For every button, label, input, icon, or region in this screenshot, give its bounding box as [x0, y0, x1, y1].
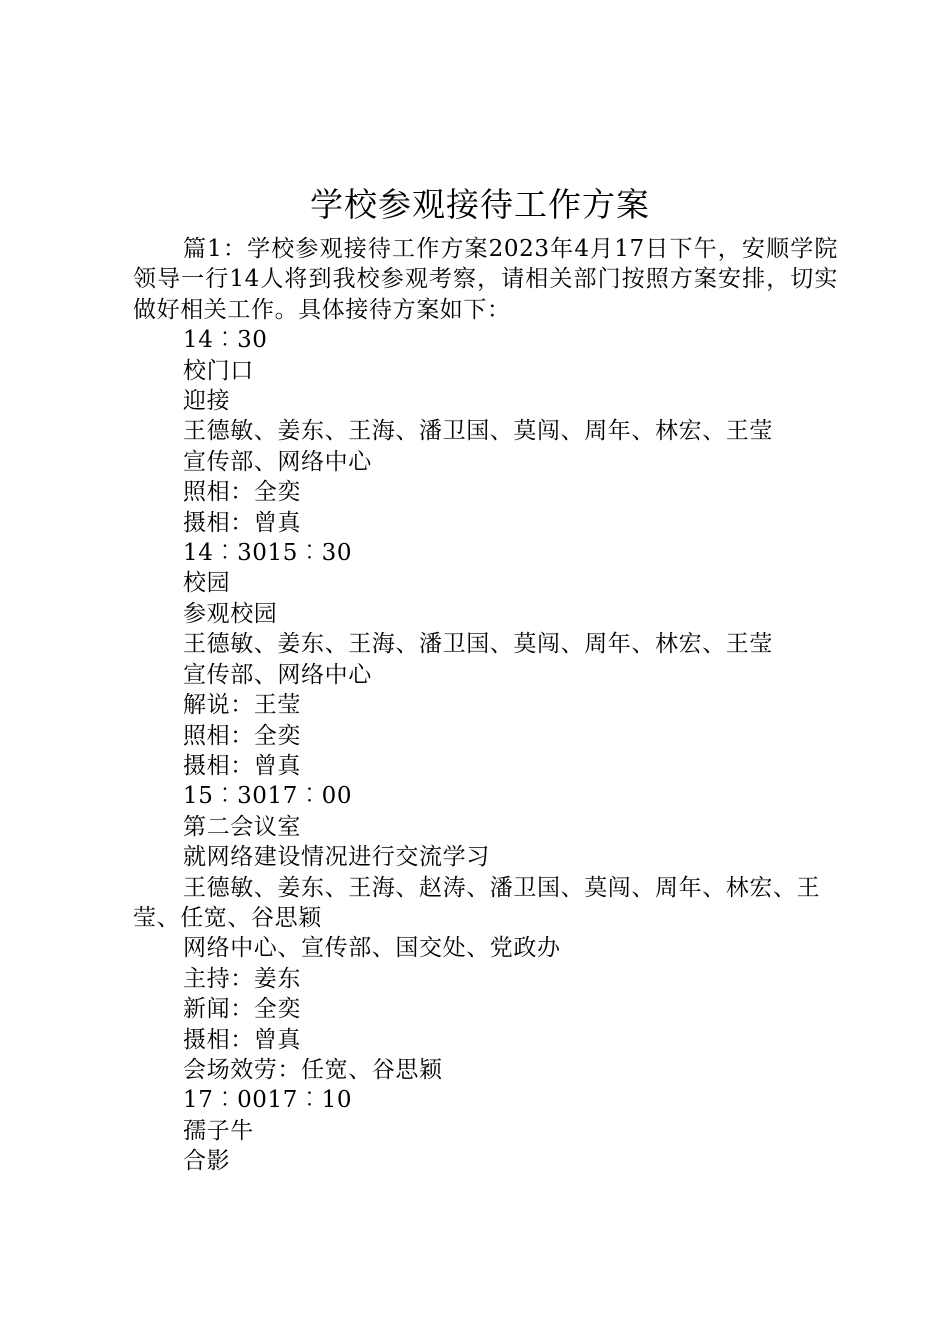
schedule-line: 第二会议室	[183, 813, 301, 840]
schedule-line: 主持：姜东	[183, 965, 301, 992]
schedule-line: 新闻：全奕	[183, 996, 301, 1023]
schedule-line: 摄相：曾真	[183, 1026, 301, 1053]
schedule-line: 王德敏、姜东、王海、潘卫国、莫闯、周年、林宏、王莹	[183, 631, 773, 658]
schedule-line: 摄相：曾真	[183, 509, 301, 536]
schedule-line: 校园	[183, 570, 231, 597]
schedule-line: 17︰0017︰10	[183, 1087, 353, 1114]
schedule-line: 15︰3017︰00	[183, 783, 353, 810]
schedule-line: 合影	[183, 1148, 231, 1175]
attendee-list: 王德敏、姜东、王海、赵涛、潘卫国、莫闯、周年、林宏、王莹、任宽、谷思颖	[133, 874, 821, 931]
schedule-line: 照相：全奕	[183, 722, 301, 749]
schedule-line: 王德敏、姜东、王海、潘卫国、莫闯、周年、林宏、王莹	[183, 418, 773, 445]
schedule-line: 网络中心、宣传部、国交处、党政办	[183, 935, 561, 962]
schedule-line: 孺子牛	[183, 1117, 254, 1144]
schedule-line: 14︰30	[183, 327, 268, 354]
schedule-line: 14︰3015︰30	[183, 540, 353, 567]
document-title: 学校参观接待工作方案	[310, 185, 650, 224]
schedule-line: 摄相：曾真	[183, 752, 301, 779]
schedule-line: 就网络建设情况进行交流学习	[183, 844, 490, 871]
schedule-line: 校门口	[183, 357, 254, 384]
schedule-line: 迎接	[183, 388, 231, 415]
intro-paragraph: 篇1：学校参观接待工作方案2023年4月17日下午，安顺学院领导一行14人将到我校参观考察，请相关部门按照方案安排，切实做好相关工作。具体接待方案如下：	[133, 236, 838, 323]
schedule-line: 参观校园	[183, 600, 278, 627]
schedule-line: 照相：全奕	[183, 479, 301, 506]
schedule-line: 解说：王莹	[183, 692, 301, 719]
schedule-line: 宣传部、网络中心	[183, 661, 372, 688]
document-body	[133, 234, 838, 1177]
schedule-line: 宣传部、网络中心	[183, 448, 372, 475]
schedule-line: 会场效劳：任宽、谷思颖	[183, 1056, 443, 1083]
